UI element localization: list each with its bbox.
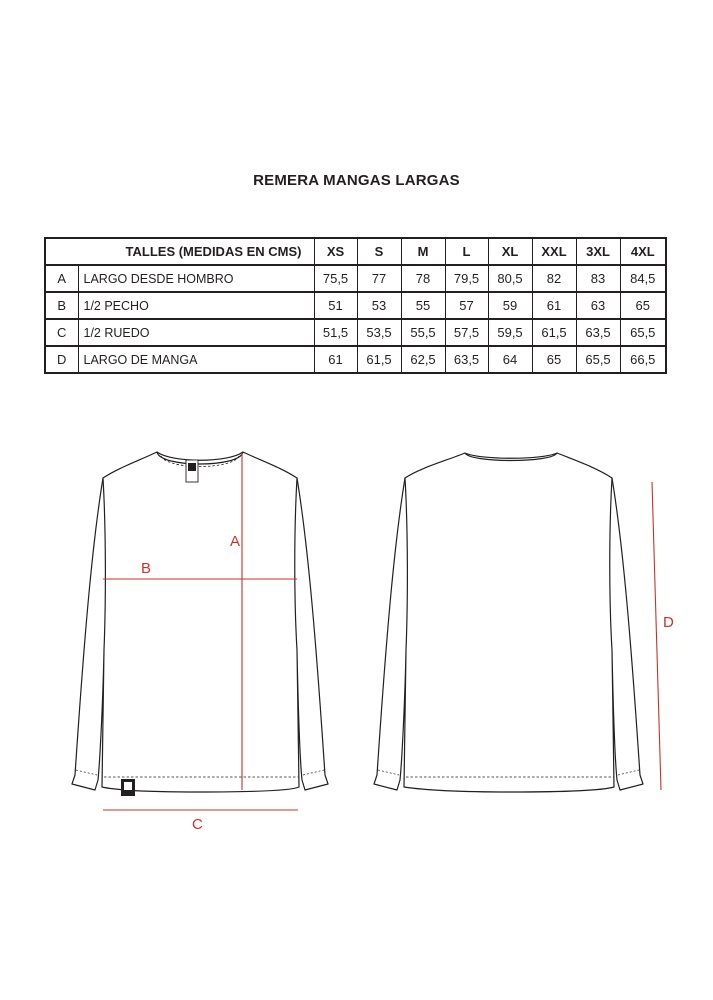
- row-label: LARGO DESDE HOMBRO: [78, 265, 314, 292]
- table-cell: 80,5: [488, 265, 532, 292]
- row-code: D: [45, 346, 78, 373]
- table-cell: 57: [445, 292, 488, 319]
- label-d: D: [663, 614, 674, 631]
- table-cell: 59: [488, 292, 532, 319]
- size-header: S: [357, 238, 401, 265]
- label-b: B: [141, 560, 152, 577]
- table-cell: 61: [532, 292, 576, 319]
- row-label: 1/2 RUEDO: [78, 319, 314, 346]
- table-cell: 61,5: [532, 319, 576, 346]
- table-cell: 53,5: [357, 319, 401, 346]
- label-c: C: [192, 816, 203, 833]
- hem-tag-logo-icon: [124, 782, 132, 790]
- table-cell: 82: [532, 265, 576, 292]
- table-cell: 61,5: [357, 346, 401, 373]
- table-cell: 53: [357, 292, 401, 319]
- row-label: LARGO DE MANGA: [78, 346, 314, 373]
- table-cell: 65,5: [620, 319, 666, 346]
- table-cell: 65,5: [576, 346, 620, 373]
- row-code: A: [45, 265, 78, 292]
- size-header: 4XL: [620, 238, 666, 265]
- header-label: TALLES (MEDIDAS EN CMS): [45, 238, 314, 265]
- table-cell: 62,5: [401, 346, 445, 373]
- size-header: 3XL: [576, 238, 620, 265]
- size-header: L: [445, 238, 488, 265]
- table-cell: 55,5: [401, 319, 445, 346]
- row-label: 1/2 PECHO: [78, 292, 314, 319]
- table-cell: 63: [576, 292, 620, 319]
- table-cell: 84,5: [620, 265, 666, 292]
- table-cell: 63,5: [576, 319, 620, 346]
- measure-line-d: [652, 482, 661, 790]
- label-a: A: [230, 533, 241, 550]
- table-cell: 59,5: [488, 319, 532, 346]
- shirt-back-icon: [374, 453, 643, 792]
- neck-tag-logo-icon: [188, 463, 196, 471]
- table-cell: 51: [314, 292, 357, 319]
- table-cell: 55: [401, 292, 445, 319]
- table-cell: 57,5: [445, 319, 488, 346]
- table-cell: 61: [314, 346, 357, 373]
- shirt-front-icon: [72, 452, 328, 792]
- table-cell: 79,5: [445, 265, 488, 292]
- size-header: XS: [314, 238, 357, 265]
- row-code: C: [45, 319, 78, 346]
- row-code: B: [45, 292, 78, 319]
- table-cell: 65: [532, 346, 576, 373]
- table-cell: 64: [488, 346, 532, 373]
- table-cell: 63,5: [445, 346, 488, 373]
- table-cell: 65: [620, 292, 666, 319]
- table-cell: 83: [576, 265, 620, 292]
- table-cell: 51,5: [314, 319, 357, 346]
- measure-lines-front: [103, 453, 298, 810]
- table-cell: 66,5: [620, 346, 666, 373]
- size-header: XXL: [532, 238, 576, 265]
- table-cell: 75,5: [314, 265, 357, 292]
- table-cell: 77: [357, 265, 401, 292]
- size-header: XL: [488, 238, 532, 265]
- page-title: REMERA MANGAS LARGAS: [253, 172, 460, 189]
- table-cell: 78: [401, 265, 445, 292]
- size-header: M: [401, 238, 445, 265]
